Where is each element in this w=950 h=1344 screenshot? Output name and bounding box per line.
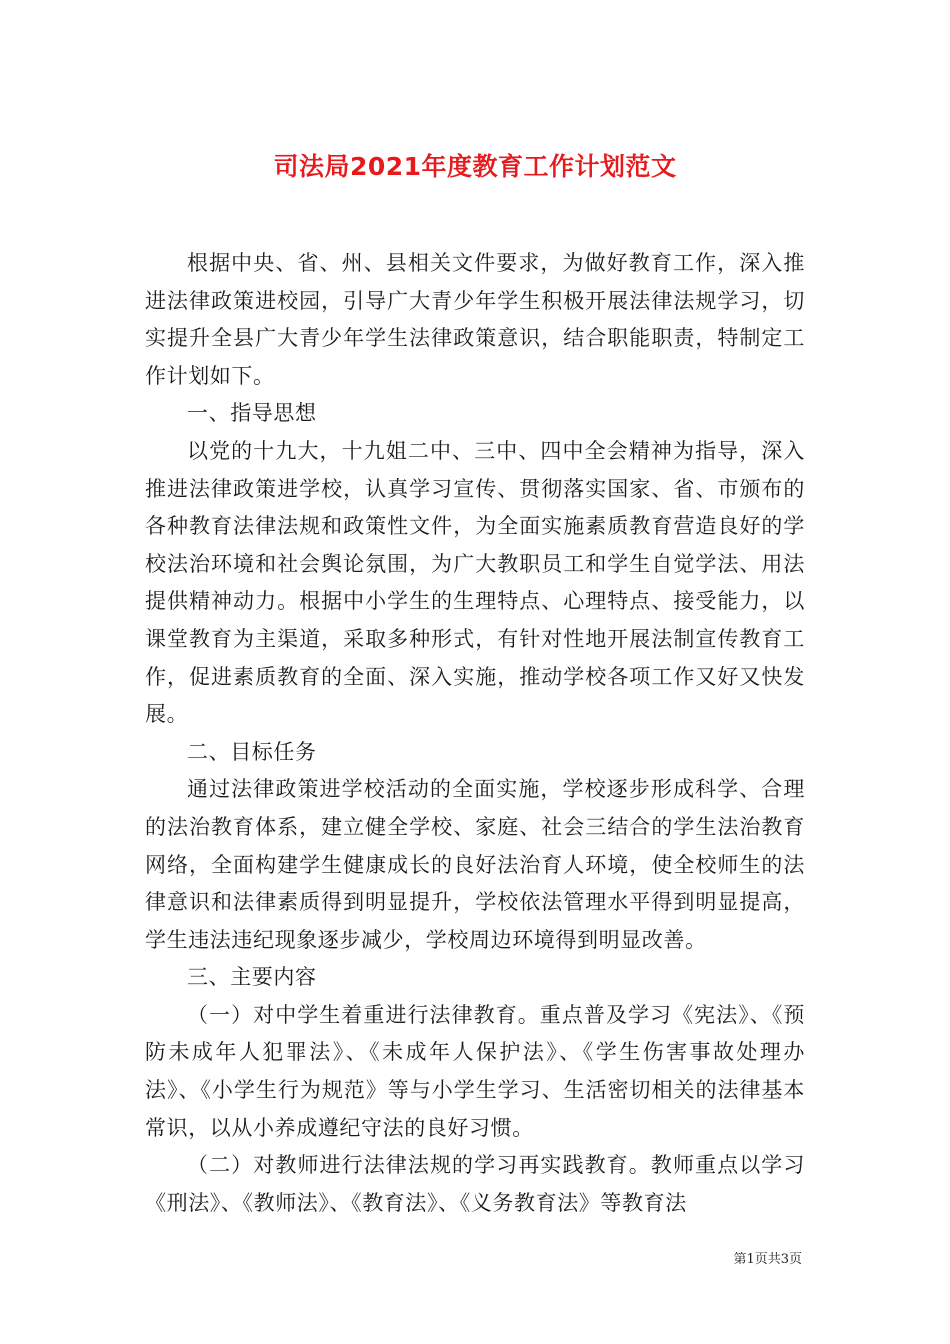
section-item-teachers: （二）对教师进行法律法规的学习再实践教育。教师重点以学习《刑法》、《教师法》、《教育法》、《义务教育法》等教育法 [145,1153,805,1215]
page-number: 第1页共3页 [733,1252,802,1267]
section-heading-main-content: 三、主要内容 [187,965,317,990]
section-paragraph-guiding-ideology: 以党的十九大，十九姐二中、三中、四中全会精神为指导，深入推进法律政策进学校，认真学习宣传、贯彻落实国家、省、市颁布的各种教育法律法规和政策性文件，为全面实施素质教育营造良好的学校法治环境和社会舆论氛围，为广大教职员工和学生自觉学法、用法提供精神动力。根据中小学生的生理特点、心理特点、接受能力，以课堂教育为主渠道，采取多种形式，有针对性地开展法制宣传教育工作，促进素质教育的全面、深入实施，推动学校各项工作又好又快发展。 [145,438,805,727]
section-heading-guiding-ideology: 一、指导思想 [187,401,317,426]
section-item-students: （一）对中学生着重进行法律教育。重点普及学习《宪法》、《预防未成年人犯罪法》、《未成年人保护法》、《学生伤害事故处理办法》、《小学生行为规范》等与小学生学习、生活密切相关的法律基本常识，以从小养成遵纪守法的良好习惯。 [145,1002,805,1140]
document-body [145,245,805,1222]
section-heading-goals: 二、目标任务 [187,739,317,764]
section-paragraph-goals: 通过法律政策进学校活动的全面实施，学校逐步形成科学、合理的法治教育体系，建立健全学校、家庭、社会三结合的学生法治教育网络，全面构建学生健康成长的良好法治育人环境，使全校师生的法律意识和法律素质得到明显提升，学校依法管理水平得到明显提高，学生违法违纪现象逐步减少，学校周边环境得到明显改善。 [145,777,805,952]
intro-paragraph: 根据中央、省、州、县相关文件要求，为做好教育工作，深入推进法律政策进校园，引导广大青少年学生积极开展法律法规学习，切实提升全县广大青少年学生法律政策意识，结合职能职责，特制定工作计划如下。 [145,251,805,388]
page-title: 司法局2021年度教育工作计划范文 [273,151,677,181]
